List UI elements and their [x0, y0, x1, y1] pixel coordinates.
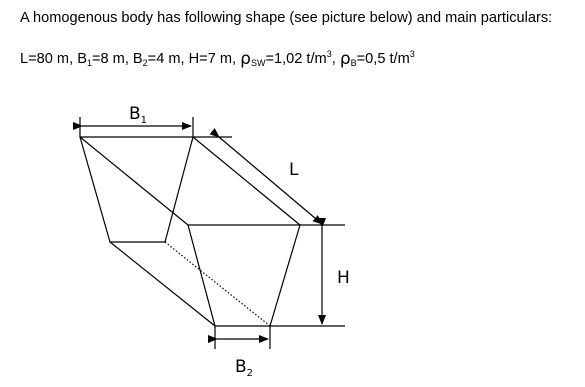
label-b2: $B_2$ — [235, 357, 254, 379]
main-particulars: L=80 m, $B_1=8$ m, $B_2=4$ m, H=7 m, $\rho_{SW}=1,02$ $t/m^3$, $\rho_B=0,5$ $t/m^3$ — [20, 49, 415, 69]
edge-top-left — [80, 137, 188, 225]
particular-body-density: $\rho_B=0,5$ $t/m^3$ — [339, 49, 415, 69]
particular-length: L=80 m — [20, 51, 70, 67]
particular-bottom-width: $B_2=4$ m — [132, 51, 181, 68]
particular-height: H=7 m — [188, 51, 233, 67]
dimension-l — [219, 137, 322, 224]
back-face — [80, 137, 193, 242]
edge-bottom-left — [110, 242, 215, 326]
edge-top-right — [193, 137, 300, 225]
label-l: L — [289, 160, 299, 180]
label-h: H — [337, 268, 350, 288]
particular-top-width: $B_1=8$ m — [77, 51, 125, 68]
label-b1: $B_1$ — [129, 104, 148, 126]
edge-bottom-right-hidden — [165, 242, 270, 326]
particular-seawater-density: $\rho_{SW}=1,02$ $t/m^3$ — [240, 49, 332, 69]
problem-statement: A homogenous body has following shape (see picture below) and main particulars: — [20, 10, 553, 26]
front-face — [188, 225, 300, 326]
